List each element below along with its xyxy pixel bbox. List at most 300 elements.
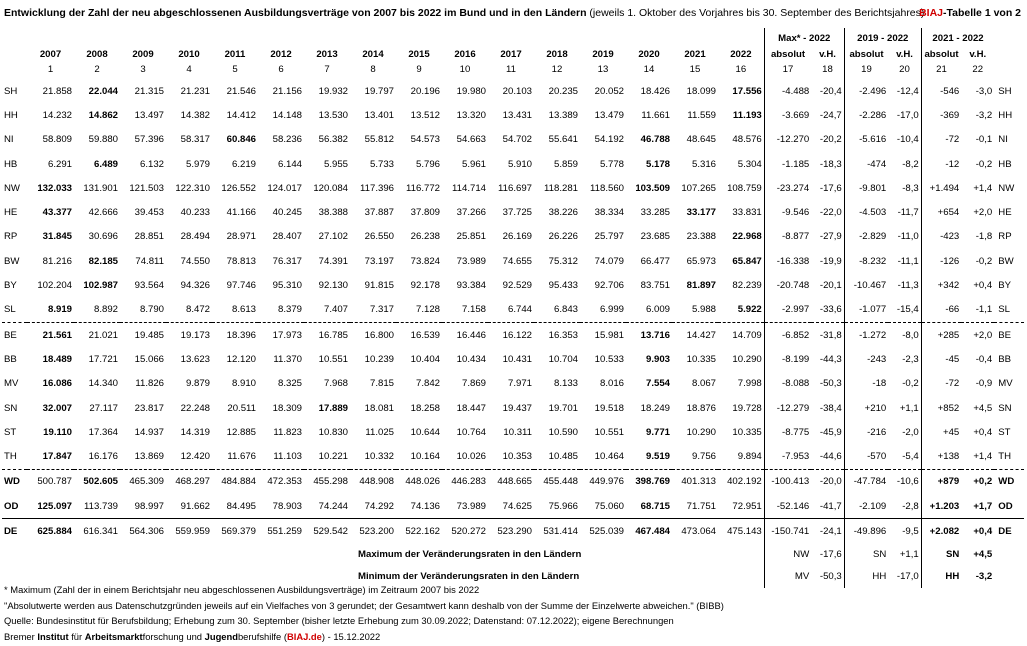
- cell: 8.325: [277, 378, 302, 390]
- cell: -1.185: [764, 152, 811, 176]
- cell: 13.497: [134, 109, 164, 121]
- cell: 93.384: [456, 280, 486, 292]
- cell: 57.396: [134, 134, 164, 146]
- cell: 19.173: [166, 322, 212, 347]
- cell: 18.309: [272, 402, 302, 414]
- cell: -8.877: [764, 225, 811, 249]
- cell: 8.892: [93, 304, 118, 316]
- cell: 20.235: [548, 85, 578, 97]
- cell: 78.813: [226, 255, 256, 267]
- cell: 92.130: [318, 280, 348, 292]
- cell: 22.968: [732, 231, 762, 243]
- cell: +879: [921, 469, 961, 494]
- cell: 19.701: [548, 402, 578, 414]
- cell: 54.663: [456, 134, 486, 146]
- table-row: [2, 396, 1024, 420]
- cell: 472.353: [258, 469, 304, 494]
- cell: 74.136: [410, 500, 440, 512]
- cell: 21.546: [226, 85, 256, 97]
- column-number: 15: [689, 64, 701, 75]
- cell: 58.317: [180, 134, 210, 146]
- table-row: [2, 494, 1024, 519]
- cell: 5.979: [185, 158, 210, 170]
- cell: 7.815: [369, 378, 394, 390]
- cell: 81.216: [42, 255, 72, 267]
- cell: -17,0: [896, 109, 919, 121]
- row-label-right: SH: [998, 85, 1012, 97]
- cell: 32.007: [42, 402, 72, 414]
- cell: -50,3: [819, 378, 842, 390]
- cell: -5.616: [844, 128, 888, 152]
- cell: 14.382: [180, 109, 210, 121]
- cell: -18: [844, 372, 888, 396]
- cell: 22.248: [180, 402, 210, 414]
- cell: 83.751: [640, 280, 670, 292]
- footer-row: [2, 544, 1024, 566]
- cell: 11.559: [687, 109, 716, 121]
- cell: 6.132: [139, 158, 164, 170]
- cell: -31,8: [811, 322, 844, 347]
- cell: 520.272: [442, 519, 488, 544]
- cell: +0,4: [973, 426, 993, 438]
- cell: 113.739: [84, 500, 118, 512]
- cell: 616.341: [74, 519, 120, 544]
- cell: -0,2: [975, 255, 993, 267]
- table-row: [2, 347, 1024, 371]
- cell: 84.495: [226, 500, 256, 512]
- cell: -66: [921, 298, 961, 323]
- cell: 10.464: [594, 451, 624, 463]
- cell: 124.017: [267, 182, 302, 194]
- column-number: 5: [232, 64, 238, 75]
- cell: 500.787: [27, 469, 74, 494]
- cell: 12.885: [226, 426, 256, 438]
- row-label-right: HB: [998, 158, 1012, 170]
- cell: 8.613: [231, 304, 256, 316]
- cell: -18,3: [819, 158, 842, 170]
- cell: 60.846: [226, 134, 256, 146]
- column-number: 19: [844, 60, 888, 79]
- cell: -2,8: [902, 500, 919, 512]
- cell: 12.120: [226, 353, 256, 365]
- cell: -8.232: [844, 249, 888, 273]
- cell: -11,0: [897, 231, 919, 243]
- cell: 54.573: [410, 134, 440, 146]
- cell: -11,7: [897, 207, 919, 219]
- row-label: DE: [2, 519, 27, 544]
- cell: 38.226: [548, 207, 578, 219]
- row-label-right: RP: [998, 231, 1012, 243]
- cell: 10.830: [318, 426, 348, 438]
- row-label: SL: [4, 304, 16, 316]
- cell: 55.641: [548, 134, 578, 146]
- cell: 7.869: [461, 378, 486, 390]
- cell: 28.851: [134, 231, 164, 243]
- cell: 455.298: [304, 469, 350, 494]
- cell: -216: [844, 420, 888, 444]
- cell: 6.744: [507, 304, 532, 316]
- footer-value: +1,1: [899, 549, 919, 561]
- cell: 26.169: [502, 231, 532, 243]
- cell: 16.353: [534, 322, 580, 347]
- cell: -8,0: [888, 322, 921, 347]
- cell: 7.158: [461, 304, 486, 316]
- cell: 73.197: [364, 255, 394, 267]
- cell: 116.772: [406, 182, 440, 194]
- cell: 102.204: [37, 280, 72, 292]
- column-number: 8: [370, 64, 376, 75]
- cell: 455.448: [534, 469, 580, 494]
- row-label-right: BB: [998, 353, 1012, 365]
- cell: 5.778: [599, 158, 624, 170]
- footer-value: -3,2: [975, 571, 993, 583]
- cell: 25.851: [456, 231, 486, 243]
- cell: 16.122: [488, 322, 534, 347]
- cell: 16.800: [350, 322, 396, 347]
- column-number: 1: [47, 64, 54, 75]
- cell: 18.489: [42, 353, 72, 365]
- cell: 10.353: [502, 451, 532, 463]
- cell: 525.039: [580, 519, 626, 544]
- cell: 13.869: [134, 451, 164, 463]
- cell: 75.060: [594, 500, 624, 512]
- cell: +210: [844, 396, 888, 420]
- cell: 10.590: [548, 426, 578, 438]
- cell: 22.044: [88, 85, 118, 97]
- cell: 10.533: [594, 353, 624, 365]
- cell: +0,2: [961, 469, 994, 494]
- cell: +2,0: [973, 207, 993, 219]
- cell: -150.741: [764, 519, 811, 544]
- footer-value: -50,3: [819, 571, 842, 583]
- cell: 126.552: [221, 182, 256, 194]
- subheader: absolut: [921, 44, 961, 60]
- cell: -20,2: [819, 134, 842, 146]
- year-header: 2019: [592, 49, 614, 60]
- column-number: 17: [764, 60, 811, 79]
- header-2021-2022: 2021 - 2022: [921, 28, 994, 44]
- cell: 65.847: [732, 255, 762, 267]
- row-label: TH: [4, 451, 17, 463]
- cell: 13.716: [626, 322, 672, 347]
- cell: -12.270: [764, 128, 811, 152]
- cell: +654: [921, 200, 961, 224]
- cell: 8.379: [277, 304, 302, 316]
- cell: 16.446: [442, 322, 488, 347]
- table-row: [2, 176, 1024, 200]
- cell: -8.088: [764, 372, 811, 396]
- cell: 625.884: [27, 519, 74, 544]
- cell: 6.291: [47, 158, 72, 170]
- cell: -47.784: [844, 469, 888, 494]
- cell: 19.518: [594, 402, 624, 414]
- cell: 8.472: [185, 304, 210, 316]
- cell: -100.413: [764, 469, 811, 494]
- cell: 14.412: [226, 109, 256, 121]
- cell: 38.388: [318, 207, 348, 219]
- cell: -3,0: [975, 85, 993, 97]
- column-number: 9: [416, 64, 422, 75]
- cell: 71.751: [686, 500, 716, 512]
- footer-value: NW: [764, 544, 811, 566]
- row-label-right: TH: [998, 451, 1012, 463]
- cell: +852: [921, 396, 961, 420]
- cell: 125.097: [37, 500, 72, 512]
- cell: -33,6: [819, 304, 842, 316]
- cell: 18.258: [410, 402, 440, 414]
- cell: +342: [921, 273, 961, 297]
- footer-value: MV: [764, 566, 811, 588]
- cell: 48.576: [732, 134, 762, 146]
- cell: -15,4: [896, 304, 919, 316]
- cell: 108.759: [727, 182, 762, 194]
- cell: +1.494: [921, 176, 961, 200]
- year-header: 2016: [454, 49, 476, 60]
- cell: 26.238: [410, 231, 440, 243]
- cell: 10.311: [503, 426, 532, 438]
- cell: +1,1: [899, 402, 919, 414]
- table-title: Entwicklung der Zahl der neu abgeschlossenen Ausbildungsverträge von 2007 bis 2022 im Bund und in den Ländern (jeweils 1. Oktober des Vorjahres bis 30. September des Berichtsjahres): [4, 7, 925, 19]
- row-label-right: SL: [998, 304, 1011, 316]
- row-label-right: DE: [994, 519, 1024, 544]
- cell: 39.453: [134, 207, 164, 219]
- cell: 19.485: [120, 322, 166, 347]
- cell: 5.910: [507, 158, 532, 170]
- cell: 10.485: [548, 451, 578, 463]
- column-number: 2: [94, 64, 100, 75]
- cell: 18.447: [456, 402, 486, 414]
- cell: -12.279: [764, 396, 811, 420]
- cell: -44,3: [819, 353, 842, 365]
- table-row: [2, 372, 1024, 396]
- footer-label: Minimum der Veränderungsraten in den Ländern: [358, 571, 580, 583]
- cell: -11,3: [897, 280, 919, 292]
- cell: -9.801: [844, 176, 888, 200]
- cell: 9.894: [737, 451, 762, 463]
- column-number: 13: [597, 64, 609, 75]
- cell: 54.702: [502, 134, 532, 146]
- subheader: absolut: [844, 44, 888, 60]
- cell: 91.662: [180, 500, 210, 512]
- header-years: [2, 44, 1024, 60]
- cell: 14.148: [272, 109, 302, 121]
- cell: 93.564: [134, 280, 164, 292]
- cell: 16.086: [42, 378, 72, 390]
- cell: 68.715: [640, 500, 670, 512]
- cell: 8.919: [47, 304, 72, 316]
- cell: 398.769: [626, 469, 672, 494]
- column-number: 16: [735, 64, 747, 75]
- cell: 18.426: [640, 85, 670, 97]
- cell: -0,4: [975, 353, 993, 365]
- cell: 59.880: [88, 134, 118, 146]
- cell: 5.796: [415, 158, 440, 170]
- cell: -16.338: [764, 249, 811, 273]
- cell: 16.539: [396, 322, 442, 347]
- cell: 7.317: [369, 304, 394, 316]
- cell: 8.790: [139, 304, 164, 316]
- cell: 95.433: [548, 280, 578, 292]
- cell: 18.081: [364, 402, 394, 414]
- cell: 11.823: [273, 426, 302, 438]
- cell: 48.645: [686, 134, 716, 146]
- cell: 18.396: [212, 322, 258, 347]
- column-number: 7: [324, 64, 330, 75]
- cell: 55.812: [364, 134, 394, 146]
- cell: -10.467: [844, 273, 888, 297]
- cell: 448.665: [488, 469, 534, 494]
- cell: -4.503: [844, 200, 888, 224]
- cell: 33.831: [732, 207, 762, 219]
- cell: 74.811: [135, 255, 164, 267]
- cell: 19.110: [43, 426, 72, 438]
- cell: 9.756: [691, 451, 716, 463]
- cell: 7.554: [645, 378, 670, 390]
- cell: 449.976: [580, 469, 626, 494]
- cell: 30.696: [88, 231, 118, 243]
- row-label-right: WD: [994, 469, 1024, 494]
- row-label: BY: [4, 280, 17, 292]
- cell: 564.306: [120, 519, 166, 544]
- cell: 17.847: [42, 451, 72, 463]
- cell: 95.310: [272, 280, 302, 292]
- cell: 28.971: [226, 231, 256, 243]
- cell: 13.623: [180, 353, 210, 365]
- cell: +0,4: [961, 519, 994, 544]
- cell: -45,9: [819, 426, 842, 438]
- row-label-right: NW: [998, 182, 1015, 194]
- cell: 75.966: [548, 500, 578, 512]
- cell: 20.052: [594, 85, 624, 97]
- footer-value: HH: [844, 566, 888, 588]
- cell: 58.236: [272, 134, 302, 146]
- row-label-right: BE: [994, 322, 1024, 347]
- table-row: [2, 469, 1024, 494]
- cell: 25.797: [594, 231, 624, 243]
- cell: +1,4: [973, 182, 993, 194]
- cell: 10.239: [364, 353, 394, 365]
- row-label-right: SN: [998, 402, 1012, 414]
- year-header: 2021: [684, 49, 706, 60]
- cell: 10.434: [456, 353, 486, 365]
- cell: 120.084: [313, 182, 348, 194]
- cell: 9.903: [645, 353, 670, 365]
- cell: +285: [921, 322, 961, 347]
- row-label: WD: [2, 469, 27, 494]
- footnotes: [4, 582, 724, 644]
- column-number: 18: [822, 64, 833, 75]
- cell: 74.079: [594, 255, 624, 267]
- cell: 23.817: [134, 402, 164, 414]
- cell: -8,2: [902, 158, 919, 170]
- row-label: BB: [4, 353, 17, 365]
- cell: +1,4: [973, 451, 993, 463]
- row-label-right: ST: [998, 426, 1011, 438]
- cell: 21.561: [27, 322, 74, 347]
- cell: 118.560: [590, 182, 624, 194]
- cell: -22,0: [819, 207, 842, 219]
- cell: -72: [921, 372, 961, 396]
- footer-label: Maximum der Veränderungsraten in den Ländern: [358, 549, 582, 561]
- cell: 14.427: [672, 322, 718, 347]
- cell: -20.748: [764, 273, 811, 297]
- cell: 17.889: [318, 402, 348, 414]
- cell: -12,4: [896, 85, 919, 97]
- cell: 65.973: [686, 255, 716, 267]
- cell: +138: [921, 444, 961, 469]
- cell: -8.775: [764, 420, 811, 444]
- cell: +1.203: [921, 494, 961, 519]
- cell: -9,5: [888, 519, 921, 544]
- cell: 18.099: [686, 85, 716, 97]
- cell: 529.542: [304, 519, 350, 544]
- cell: 37.725: [502, 207, 532, 219]
- header-max: Max* - 2022: [764, 28, 844, 44]
- row-label: HB: [4, 158, 18, 170]
- cell: 13.530: [318, 109, 348, 121]
- row-label: ST: [4, 426, 17, 438]
- row-label: BE: [2, 322, 27, 347]
- cell: 6.999: [599, 304, 624, 316]
- cell: 13.479: [594, 109, 624, 121]
- cell: -6.852: [764, 322, 811, 347]
- cell: 10.704: [548, 353, 578, 365]
- cell: +1,7: [973, 500, 993, 512]
- cell: 43.377: [42, 207, 72, 219]
- cell: -44,6: [819, 451, 842, 463]
- cell: -20,0: [811, 469, 844, 494]
- row-label-right: OD: [998, 500, 1013, 512]
- cell: 46.788: [640, 134, 670, 146]
- cell: 5.961: [461, 158, 486, 170]
- table-row: [2, 79, 1024, 103]
- year-header: 2018: [546, 49, 568, 60]
- footnote-source: Quelle: Bundesinstitut für Berufsbildung; Erhebung zum 30. September (bisher letzte Erhebung zum 30.09.2022; Datenstand: 07.12.2022); eigene Berechnungen: [4, 615, 674, 626]
- footer-value: SN: [844, 544, 888, 566]
- cell: 10.431: [502, 353, 532, 365]
- table-row: [2, 273, 1024, 297]
- cell: 37.809: [410, 207, 440, 219]
- cell: -27,9: [819, 231, 842, 243]
- subheader: v.H.: [819, 49, 836, 60]
- cell: 20.511: [227, 402, 256, 414]
- cell: 5.178: [645, 158, 670, 170]
- cell: 9.771: [645, 426, 670, 438]
- cell: -3,2: [975, 109, 993, 121]
- table-row: [2, 128, 1024, 152]
- cell: 448.908: [350, 469, 396, 494]
- cell: -0,1: [975, 134, 993, 146]
- cell: 103.509: [635, 182, 670, 194]
- cell: 7.842: [415, 378, 440, 390]
- cell: 5.955: [323, 158, 348, 170]
- cell: 75.312: [548, 255, 578, 267]
- cell: 8.067: [691, 378, 716, 390]
- cell: 92.178: [410, 280, 440, 292]
- cell: 10.164: [410, 451, 440, 463]
- cell: 10.332: [364, 451, 394, 463]
- cell: 531.414: [534, 519, 580, 544]
- cell: 473.064: [672, 519, 718, 544]
- footnote-max: * Maximum (Zahl der in einem Berichtsjahr neu abgeschlossenen Ausbildungsverträge) im Zeitraum 2007 bis 2022: [4, 584, 480, 595]
- cell: 18.876: [686, 402, 716, 414]
- table-row: [2, 103, 1024, 127]
- cell: -1.272: [844, 322, 888, 347]
- cell: 475.143: [718, 519, 764, 544]
- data-table: [2, 28, 1024, 588]
- cell: 21.231: [180, 85, 210, 97]
- cell: 8.016: [599, 378, 624, 390]
